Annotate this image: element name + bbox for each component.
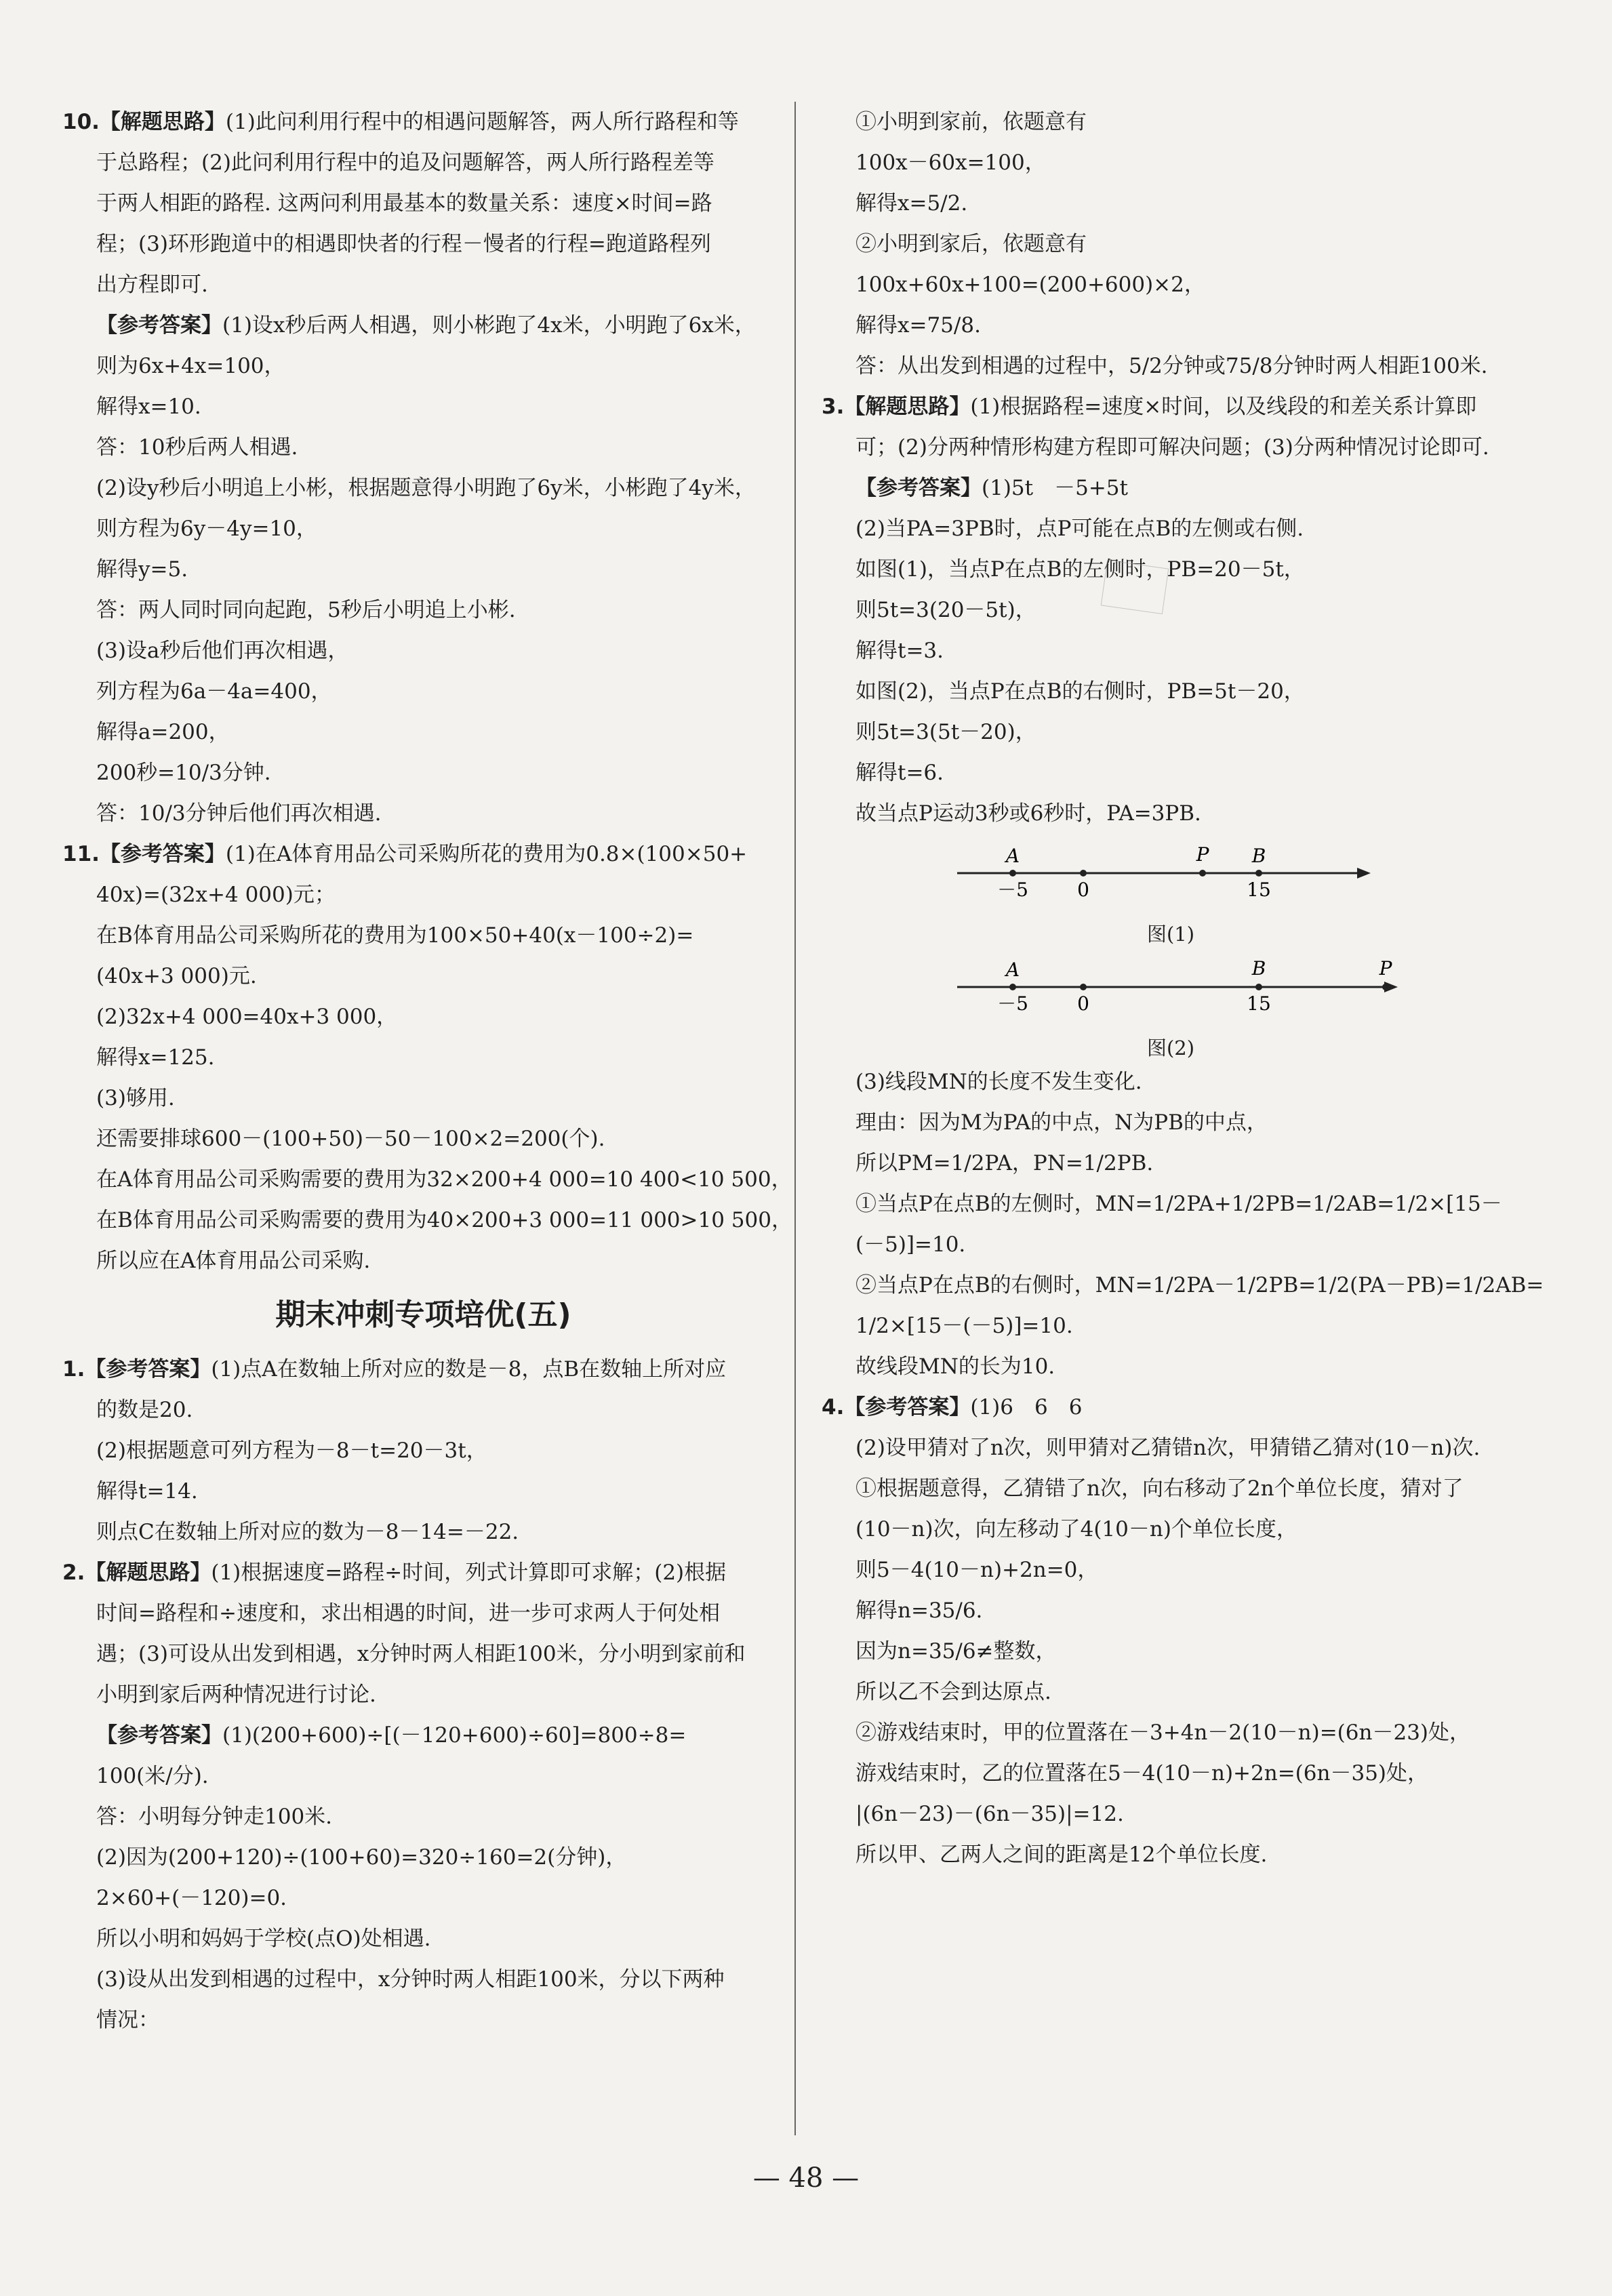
line-text: (1)点A在数轴上所对应的数是－8，点B在数轴上所对应	[211, 1357, 727, 1382]
figure-1-caption: 图(1)	[1146, 923, 1195, 946]
text-line	[822, 508, 1520, 549]
text-line	[822, 1509, 1520, 1550]
line-text: (1)设x秒后两人相遇，则小彬跑了4x米，小明跑了6x米，	[222, 313, 756, 338]
text-line	[822, 1712, 1520, 1753]
number-line-figure-1	[822, 834, 1520, 921]
text-line	[822, 1672, 1520, 1712]
text-line	[62, 346, 784, 386]
line-text: (40x+3 000)元.	[96, 964, 257, 988]
text-line	[822, 1102, 1520, 1143]
text-line	[822, 264, 1520, 305]
text-line	[822, 793, 1520, 834]
line-text: 理由：因为M为PA的中点，N为PB的中点，	[855, 1110, 1268, 1135]
line-text: 故当点P运动3秒或6秒时，PA=3PB.	[855, 801, 1201, 826]
line-text: ①根据题意得，乙猜错了n次，向右移动了2n个单位长度，猜对了	[855, 1476, 1464, 1501]
line-text: 在B体育用品公司采购需要的费用为40×200+3 000=11 000>10 500，	[96, 1208, 792, 1232]
line-text: 情况：	[96, 2008, 159, 2032]
line-text: ②当点P在点B的右侧时，MN=1/2PA－1/2PB=1/2(PA－PB)=1/2AB=	[855, 1273, 1544, 1297]
line-text: 2×60+(－120)=0.	[96, 1886, 287, 1910]
line-text: 200秒=10/3分钟.	[96, 761, 271, 785]
text-line	[822, 1184, 1520, 1224]
line-text: 100x－60x=100，	[855, 150, 1046, 175]
line-text: 在A体育用品公司采购需要的费用为32×200+4 000=10 400<10 500，	[96, 1167, 792, 1192]
line-text: 则5t=3(20－5t)，	[855, 598, 1036, 622]
text-line	[62, 956, 784, 996]
section-title: 期末冲刺专项培优(五)	[275, 1297, 571, 1332]
text-line	[62, 142, 784, 183]
line-text: (3)设从出发到相遇的过程中，x分钟时两人相距100米，分以下两种	[96, 1967, 725, 1992]
question-number: 1.	[62, 1357, 85, 1382]
line-text: 所以应在A体育用品公司采购.	[96, 1249, 371, 1273]
text-line	[62, 2000, 784, 2040]
text-line	[62, 1715, 784, 1756]
line-text: 则为6x+4x=100，	[96, 354, 285, 378]
line-text: 则5－4(10－n)+2n=0，	[855, 1558, 1099, 1582]
text-line	[62, 752, 784, 793]
text-line	[822, 630, 1520, 671]
line-text: (－5)]=10.	[855, 1232, 966, 1257]
text-line	[822, 386, 1520, 427]
page-number: — 48 —	[752, 2162, 860, 2194]
text-line	[62, 996, 784, 1037]
text-line	[822, 1062, 1520, 1102]
text-line	[822, 102, 1520, 142]
line-text: (3)线段MN的长度不发生变化.	[855, 1070, 1142, 1094]
line-text: |(6n－23)－(6n－35)|=12.	[855, 1802, 1124, 1826]
text-line	[62, 1390, 784, 1430]
text-line	[62, 1119, 784, 1159]
column-divider	[794, 102, 796, 2135]
text-line	[822, 1550, 1520, 1590]
text-line	[822, 1346, 1520, 1387]
line-text: 解得x=75/8.	[855, 313, 981, 338]
line-text: (1)在A体育用品公司采购所花的费用为0.8×(100×50+	[225, 842, 748, 866]
text-line	[62, 508, 784, 549]
text-line	[822, 183, 1520, 224]
line-text: 所以PM=1/2PA，PN=1/2PB.	[855, 1151, 1154, 1175]
text-line	[822, 590, 1520, 630]
answer-tag: 【解题思路】	[85, 1560, 211, 1585]
line-text: 可；(2)分两种情形构建方程即可解决问题；(3)分两种情况讨论即可.	[855, 435, 1489, 460]
line-text: ①小明到家前，依题意有	[855, 110, 1087, 134]
line-text: 解得x=10.	[96, 395, 201, 419]
answer-tag: 【参考答案】	[85, 1357, 211, 1382]
text-line	[62, 712, 784, 752]
line-text: (1)6 6 6	[970, 1395, 1083, 1419]
text-line	[822, 752, 1520, 793]
text-line	[822, 468, 1520, 508]
text-line	[62, 1959, 784, 2000]
text-line	[822, 1834, 1520, 1875]
tick-label-minus5: －5	[997, 879, 1028, 901]
text-line	[62, 915, 784, 956]
text-line	[62, 834, 784, 874]
text-line	[822, 1794, 1520, 1834]
text-line	[62, 1512, 784, 1552]
text-line	[62, 1593, 784, 1634]
line-text: 答：10秒后两人相遇.	[96, 435, 298, 460]
text-line	[822, 1590, 1520, 1631]
point-a	[1009, 984, 1016, 990]
text-line	[62, 1552, 784, 1593]
tick-label-15: 15	[1247, 879, 1271, 901]
line-text: 如图(1)，当点P在点B的左侧时，PB=20－5t，	[855, 557, 1305, 582]
line-text: (1)根据路程=速度×时间，以及线段的和差关系计算即	[970, 395, 1477, 419]
line-text: (3)够用.	[96, 1086, 175, 1110]
text-line	[62, 264, 784, 305]
line-text: (3)设a秒后他们再次相遇，	[96, 639, 349, 663]
line-text: 解得n=35/6.	[855, 1598, 983, 1623]
text-line	[62, 874, 784, 915]
line-text: 解得t=3.	[855, 639, 944, 663]
text-line	[822, 712, 1520, 752]
answer-tag: 【参考答案】	[855, 476, 982, 500]
text-line	[62, 102, 784, 142]
label-p: P	[1196, 843, 1209, 866]
text-line	[822, 1265, 1544, 1306]
line-text: 解得t=6.	[855, 761, 944, 785]
line-text: 则点C在数轴上所对应的数为－8－14=－22.	[96, 1520, 519, 1544]
question-number: 3.	[822, 395, 845, 419]
text-line	[62, 1241, 784, 1281]
line-text: 解得a=200，	[96, 720, 230, 744]
text-line	[62, 1159, 792, 1200]
text-line	[822, 1468, 1520, 1509]
line-text: 在B体育用品公司采购所花的费用为100×50+40(x－100÷2)=	[96, 923, 694, 948]
line-text: ①当点P在点B的左侧时，MN=1/2PA+1/2PB=1/2AB=1/2×[15－	[855, 1192, 1502, 1216]
text-line	[62, 1037, 784, 1078]
line-text: 解得x=5/2.	[855, 191, 968, 216]
text-line	[62, 386, 784, 427]
right-column	[822, 102, 1544, 1875]
text-line	[62, 183, 784, 224]
right-column-bottom	[822, 1062, 1544, 1875]
line-text: 遇；(3)可设从出发到相遇，x分钟时两人相距100米，分小明到家前和	[96, 1642, 746, 1666]
label-b: B	[1251, 845, 1266, 867]
question-number: 11.	[62, 842, 100, 866]
question-number: 10.	[62, 110, 100, 134]
answer-tag: 【参考答案】	[96, 313, 222, 338]
text-line	[62, 1796, 784, 1837]
text-line	[62, 305, 784, 346]
text-line	[62, 1837, 784, 1878]
line-text: 于两人相距的路程. 这两问利用最基本的数量关系：速度×时间=路	[96, 191, 712, 216]
line-text: (1)根据速度=路程÷时间，列式计算即可求解；(2)根据	[211, 1560, 727, 1585]
text-line	[62, 1471, 784, 1512]
number-line-figure-2	[822, 948, 1520, 1034]
line-text: 100(米/分).	[96, 1764, 209, 1788]
text-line	[62, 1349, 784, 1390]
line-text: 解得x=125.	[96, 1045, 215, 1070]
label-p: P	[1379, 957, 1392, 980]
point-a	[1009, 870, 1016, 877]
line-text: 解得t=14.	[96, 1479, 198, 1504]
line-text: 于总路程；(2)此问利用行程中的追及问题解答，两人所行路程差等	[96, 150, 714, 175]
line-text: 解得y=5.	[96, 557, 188, 582]
line-text: (1)5t －5+5t	[982, 476, 1128, 500]
line-text: 还需要排球600－(100+50)－50－100×2=200(个).	[96, 1127, 605, 1151]
line-text: (2)设甲猜对了n次，则甲猜对乙猜错n次，甲猜错乙猜对(10－n)次.	[855, 1436, 1480, 1460]
text-line	[62, 671, 784, 712]
text-line	[62, 1634, 784, 1674]
line-text: 答：小明每分钟走100米.	[96, 1805, 333, 1829]
axis-arrow-icon	[1357, 868, 1371, 879]
text-line	[822, 671, 1520, 712]
point-b	[1255, 870, 1262, 877]
text-line	[62, 793, 784, 834]
line-text: 则5t=3(5t－20)，	[855, 720, 1036, 744]
line-text: (1)此问利用行程中的相遇问题解答，两人所行路程和等	[225, 110, 739, 134]
line-text: 答：从出发到相遇的过程中，5/2分钟或75/8分钟时两人相距100米.	[855, 354, 1488, 378]
line-text: 因为n=35/6≠整数，	[855, 1639, 1057, 1664]
line-text: (10－n)次，向左移动了4(10－n)个单位长度，	[855, 1517, 1297, 1542]
line-text: 答：10/3分钟后他们再次相遇.	[96, 801, 382, 826]
text-line	[62, 1756, 784, 1796]
text-line	[822, 1753, 1520, 1794]
line-text: 游戏结束时，乙的位置落在5－4(10－n)+2n=(6n－35)处，	[855, 1761, 1429, 1786]
number-line-1	[822, 834, 1520, 921]
number-line-2	[822, 948, 1520, 1034]
text-line	[62, 1918, 784, 1959]
point-p	[1382, 984, 1389, 990]
question-number: 2.	[62, 1560, 85, 1585]
text-line	[62, 549, 784, 590]
text-line	[62, 1078, 784, 1119]
text-line	[822, 142, 1520, 183]
line-text: 40x)=(32x+4 000)元；	[96, 883, 336, 907]
text-line	[822, 346, 1520, 386]
answer-tag: 【参考答案】	[99, 842, 226, 866]
line-text: 程；(3)环形跑道中的相遇即快者的行程－慢者的行程=跑道路程列	[96, 232, 711, 256]
line-text: ②游戏结束时，甲的位置落在－3+4n－2(10－n)=(6n－23)处，	[855, 1720, 1471, 1745]
line-text: (2)32x+4 000=40x+3 000，	[96, 1005, 398, 1029]
line-text: (1)(200+600)÷[(－120+600)÷60]=800÷8=	[222, 1723, 687, 1748]
text-line	[62, 1674, 784, 1715]
point-p	[1199, 870, 1206, 877]
text-line	[62, 468, 784, 508]
line-text: 故线段MN的长为10.	[855, 1354, 1055, 1379]
text-line	[822, 1387, 1520, 1428]
tick-label-minus5: －5	[997, 992, 1028, 1015]
answer-tag: 【解题思路】	[844, 395, 971, 419]
line-text: 列方程为6a－4a=400，	[96, 679, 332, 704]
text-line	[822, 1428, 1520, 1468]
line-text: 答：两人同时同向起跑，5秒后小明追上小彬.	[96, 598, 516, 622]
text-line	[62, 630, 784, 671]
point-origin	[1080, 870, 1087, 877]
text-line	[822, 549, 1520, 590]
line-text: 则方程为6y－4y=10，	[96, 517, 317, 541]
line-text: ②小明到家后，依题意有	[855, 232, 1087, 256]
text-line	[822, 305, 1520, 346]
line-text: 所以乙不会到达原点.	[855, 1680, 1051, 1704]
point-origin	[1080, 984, 1087, 990]
tick-label-0: 0	[1077, 992, 1089, 1015]
text-line	[62, 1430, 784, 1471]
line-text: 如图(2)，当点P在点B的右侧时，PB=5t－20，	[855, 679, 1305, 704]
text-line	[62, 590, 784, 630]
text-line	[822, 1224, 1520, 1265]
tick-label-0: 0	[1077, 879, 1089, 901]
figure-2-caption: 图(2)	[1146, 1036, 1195, 1060]
label-b: B	[1251, 957, 1266, 980]
line-text: 的数是20.	[96, 1398, 193, 1422]
text-line	[822, 427, 1520, 468]
line-text: (2)当PA=3PB时，点P可能在点B的左侧或右侧.	[855, 517, 1304, 541]
line-text: 所以小明和妈妈于学校(点O)处相遇.	[96, 1927, 431, 1951]
line-text: 出方程即可.	[96, 273, 208, 297]
answer-tag: 【解题思路】	[99, 110, 226, 134]
text-line	[822, 1306, 1520, 1346]
text-line	[62, 224, 784, 264]
text-line	[822, 1631, 1520, 1672]
watermark-stamp	[1101, 560, 1169, 614]
question-number: 4.	[822, 1395, 845, 1419]
label-a: A	[1005, 845, 1020, 867]
line-text: 所以甲、乙两人之间的距离是12个单位长度.	[855, 1842, 1268, 1867]
line-text: 时间=路程和÷速度和，求出相遇的时间，进一步可求两人于何处相	[96, 1601, 720, 1626]
answer-tag: 【参考答案】	[844, 1395, 971, 1419]
line-text: 1/2×[15－(－5)]=10.	[855, 1314, 1073, 1338]
line-text: (2)因为(200+120)÷(100+60)=320÷160=2(分钟)，	[96, 1845, 627, 1870]
text-line	[62, 1878, 784, 1918]
line-text: (2)设y秒后小明追上小彬，根据题意得小明跑了6y米，小彬跑了4y米，	[96, 476, 756, 500]
text-line	[62, 1200, 792, 1241]
left-column	[62, 102, 792, 2040]
line-text: (2)根据题意可列方程为－8－t=20－3t，	[96, 1438, 487, 1463]
label-a: A	[1005, 959, 1020, 981]
text-line	[822, 1143, 1520, 1184]
text-line	[62, 427, 784, 468]
line-text: 小明到家后两种情况进行讨论.	[96, 1683, 376, 1707]
answer-tag: 【参考答案】	[96, 1723, 222, 1748]
point-b	[1255, 984, 1262, 990]
line-text: 100x+60x+100=(200+600)×2，	[855, 273, 1205, 297]
right-column-top	[822, 102, 1520, 834]
text-line	[822, 224, 1520, 264]
tick-label-15: 15	[1247, 992, 1271, 1015]
